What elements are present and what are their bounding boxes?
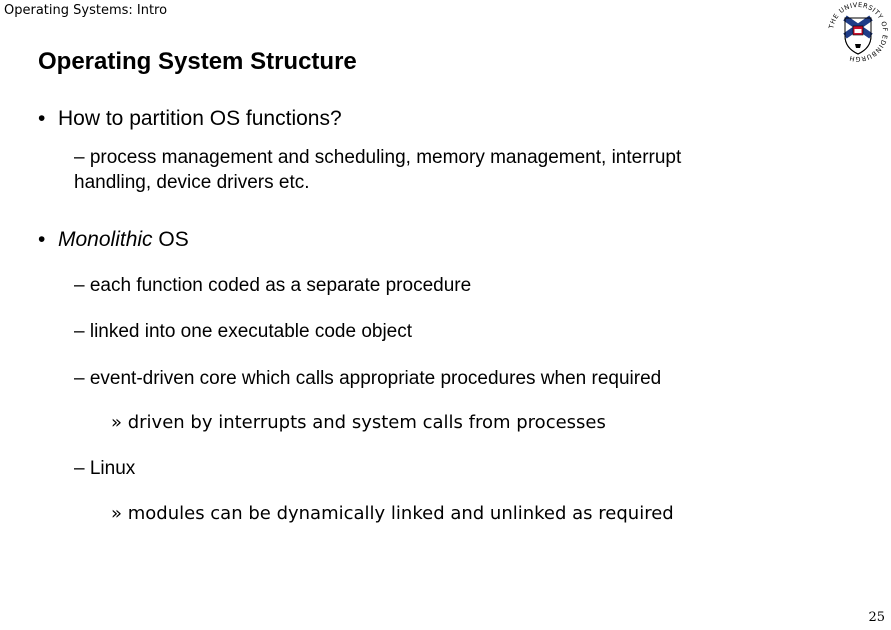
sub-item-partition-line2: handling, device drivers etc. <box>74 172 310 193</box>
sub-item-partition-line1: – process management and scheduling, memory management, interrupt <box>74 147 682 168</box>
sub-item-event-driven: – event-driven core which calls appropriate procedures when required <box>74 368 662 389</box>
bullet-text-italic: Monolithic <box>58 228 153 251</box>
sub-sub-item-interrupts: » driven by interrupts and system calls from processes <box>111 412 606 433</box>
bullet-partition <box>38 107 342 131</box>
university-crest-icon <box>826 0 890 64</box>
sub-sub-item-modules: » modules can be dynamically linked and unlinked as required <box>111 503 674 524</box>
sub-item-linked: – linked into one executable code object <box>74 321 413 342</box>
bullet-text: How to partition OS functions? <box>58 107 342 130</box>
slide-title: Operating System Structure <box>38 48 357 75</box>
bullet-dot-icon: • <box>38 228 46 251</box>
course-header: Operating Systems: Intro <box>4 3 168 18</box>
sub-item-linux: – Linux <box>74 458 136 479</box>
bullet-text-rest: OS <box>152 228 189 251</box>
bullet-monolithic <box>38 228 189 252</box>
bullet-dot-icon: • <box>38 107 46 130</box>
page-number: 25 <box>868 610 885 625</box>
svg-text:THE UNIVERSITY OF EDINBURGH: THE UNIVERSITY OF EDINBURGH <box>827 0 890 64</box>
sub-item-procedure: – each function coded as a separate procedure <box>74 275 472 296</box>
